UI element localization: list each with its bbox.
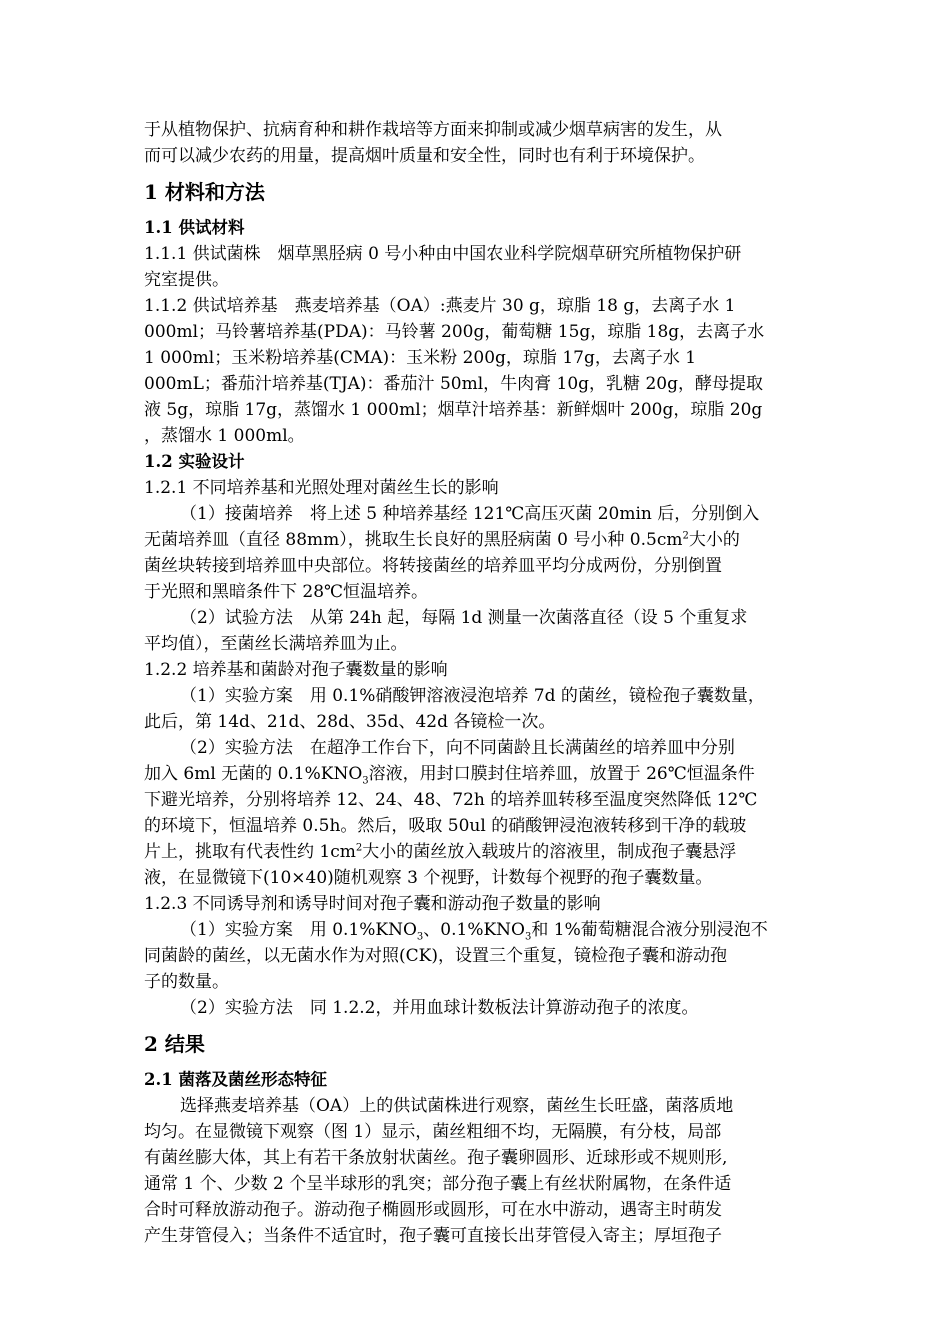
- text-line: 于光照和黑暗条件下 28℃恒温培养。: [144, 582, 429, 602]
- text-line: 有菌丝膨大体，其上有若干条放射状菌丝。孢子囊卵圆形、近球形或不规则形,: [144, 1148, 728, 1168]
- text-line: 究室提供。: [144, 270, 229, 290]
- text-line: （1）实验方案 用 0.1%硝酸钾溶液浸泡培养 7d 的菌丝，镜检孢子囊数量，: [180, 686, 765, 706]
- subsection-1-1-heading: 1.1 供试材料: [144, 218, 245, 237]
- text-line: 菌丝块转接到培养皿中央部位。将转接菌丝的培养皿平均分成两份，分别倒置: [144, 556, 722, 576]
- text-line: 液，在显微镜下(10×40)随机观察 3 个视野，计数每个视野的孢子囊数量。: [144, 868, 713, 888]
- text-line: 液 5g，琼脂 17g，蒸馏水 1 000ml；烟草汁培养基：新鲜烟叶 200g，琼脂 20g: [144, 400, 763, 420]
- text-line: 1.1.2 供试培养基 燕麦培养基（OA）:燕麦片 30 g，琼脂 18 g，去离子水 1: [144, 296, 736, 316]
- subsubsection-1-2-1-heading: 1.2.1 不同培养基和光照处理对菌丝生长的影响: [144, 478, 499, 498]
- text-line: 平均值），至菌丝长满培养皿为止。: [144, 634, 408, 654]
- text-line: 此后，第 14d、21d、28d、35d、42d 各镜检一次。: [144, 712, 556, 732]
- text-line: 加入 6ml 无菌的 $0.1\%KNO_3$溶液，用封口膜封住培养皿，放置于 26℃恒温条件: [144, 764, 755, 787]
- section-2-heading: 2 结果: [144, 1032, 205, 1056]
- text-line: 合时可释放游动孢子。游动孢子椭圆形或圆形，可在水中游动，遇寄主时萌发: [144, 1200, 722, 1220]
- text-line: 无菌培养皿（直径 88mm），挑取生长良好的黑胫病菌 0 号小种 $0.5cm^2$大小的: [144, 530, 740, 550]
- text-line: 000mL；番茄汁培养基(TJA)：番茄汁 50ml，牛肉膏 10g，乳糖 20g，酵母提取: [144, 374, 763, 394]
- text-line: 通常 1 个、少数 2 个呈半球形的乳突；部分孢子囊上有丝状附属物，在条件适: [144, 1174, 732, 1194]
- text-line: 000ml；马铃薯培养基(PDA)：马铃薯 200g，葡萄糖 15g，琼脂 18g，去离子水: [144, 322, 765, 342]
- text-line: 选择燕麦培养基（OA）上的供试菌株进行观察，菌丝生长旺盛，菌落质地: [180, 1096, 734, 1116]
- text-line: （2）实验方法 同 1.2.2，并用血球计数板法计算游动孢子的浓度。: [180, 998, 699, 1018]
- subsubsection-1-2-3-heading: 1.2.3 不同诱导剂和诱导时间对孢子囊和游动孢子数量的影响: [144, 894, 601, 914]
- intro-line: 而可以减少农药的用量，提高烟叶质量和安全性，同时也有利于环境保护。: [144, 146, 705, 166]
- text-line: （1）实验方案 用 $0.1\%KNO_3$、$0.1\%KNO_3$和 1%葡萄糖混合液分别浸泡不: [180, 920, 768, 943]
- text-line: 1.1.1 供试菌株 烟草黑胫病 0 号小种由中国农业科学院烟草研究所植物保护研: [144, 244, 742, 264]
- text-line: ，蒸馏水 1 000ml。: [144, 426, 305, 446]
- text-line: （2）试验方法 从第 24h 起，每隔 1d 测量一次菌落直径（设 5 个重复求: [180, 608, 748, 628]
- text-line: 下避光培养，分别将培养 12、24、48、72h 的培养皿转移至温度突然降低 12℃: [144, 790, 758, 810]
- section-1-heading: 1 材料和方法: [144, 180, 265, 204]
- text-line: （2）实验方法 在超净工作台下，向不同菌龄且长满菌丝的培养皿中分别: [180, 738, 735, 758]
- document-body: [144, 117, 809, 1249]
- text-line: 片上，挑取有代表性约 $1cm^2$大小的菌丝放入载玻片的溶液里，制成孢子囊悬浮: [144, 842, 737, 862]
- text-line: 1 000ml；玉米粉培养基(CMA)：玉米粉 200g，琼脂 17g，去离子水 1: [144, 348, 697, 368]
- text-line: 均匀。在显微镜下观察（图 1）显示，菌丝粗细不均，无隔膜，有分枝，局部: [144, 1122, 722, 1142]
- text-line: 同菌龄的菌丝，以无菌水作为对照(CK)，设置三个重复，镜检孢子囊和游动孢: [144, 946, 727, 966]
- text-line: （1）接菌培养 将上述 5 种培养基经 121℃高压灭菌 20min 后，分别倒入: [180, 504, 760, 524]
- subsubsection-1-2-2-heading: 1.2.2 培养基和菌龄对孢子囊数量的影响: [144, 660, 448, 680]
- intro-line: 于从植物保护、抗病育种和耕作栽培等方面来抑制或减少烟草病害的发生，从: [144, 120, 722, 140]
- text-line: 的环境下，恒温培养 0.5h。然后，吸取 50ul 的硝酸钾浸泡液转移到干净的载玻: [144, 816, 747, 836]
- text-line: 产生芽管侵入；当条件不适宜时，孢子囊可直接长出芽管侵入寄主；厚垣孢子: [144, 1226, 722, 1246]
- text-line: 子的数量。: [144, 972, 229, 992]
- subsection-1-2-heading: 1.2 实验设计: [144, 452, 245, 471]
- subsection-2-1-heading: 2.1 菌落及菌丝形态特征: [144, 1070, 327, 1089]
